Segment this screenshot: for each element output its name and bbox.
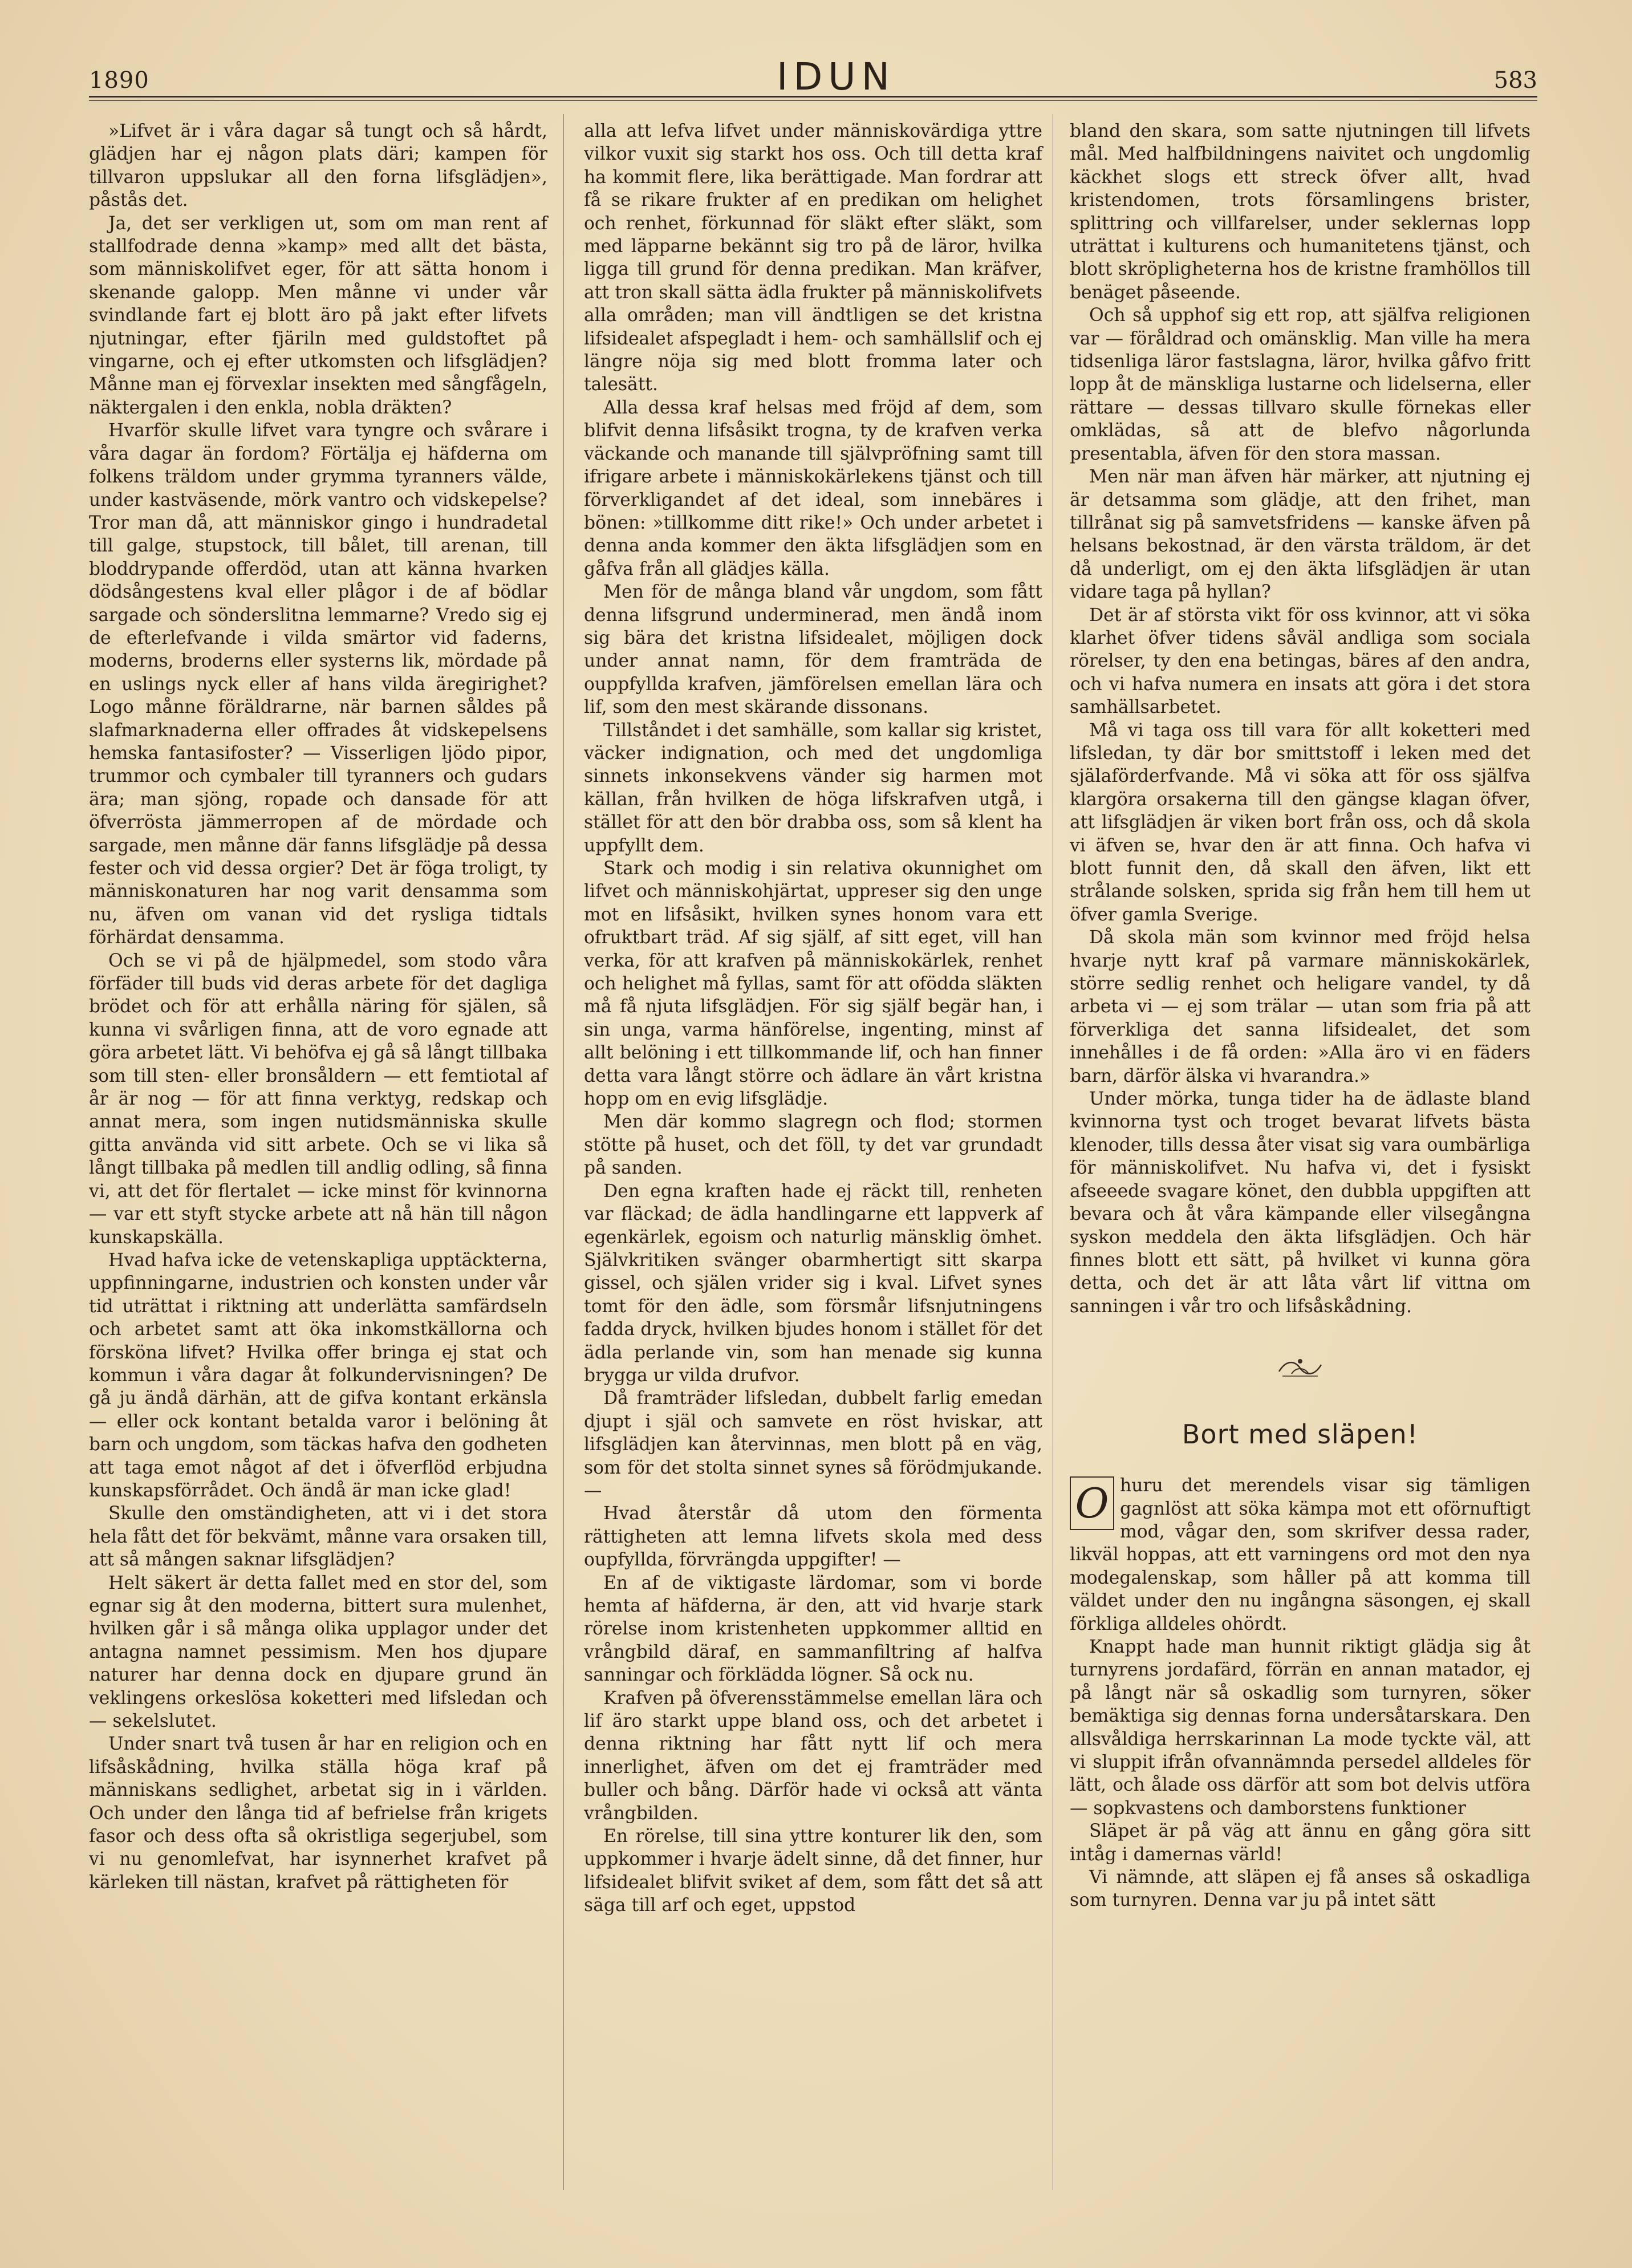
paragraph: Må vi taga oss till vara för allt koketteri med lifsledan, ty där bor smittstoff i leken med det själaförderfvande. Må vi söka att för oss själfva klargöra orsakerna till den gängse klagan öfver, att lifsglädjen är viken bort från oss, och då skola vi äfven se, hvar den är att finna. Och hafva vi blott funnit den, då skall den äfven, likt ett strålande solsken, sprida sig från hem till hem ut öfver gamla Sverige. bbox=[1070, 720, 1530, 925]
header-rule-thin bbox=[89, 100, 1537, 101]
paragraph: Helt säkert är detta fallet med en stor del, som egnar sig åt den moderna, bittert sura mulenhet, hvilken går i så många olika upplagor under det antagna namnet pessimism. Men hos djupare naturer har denna dock en djupare grund än veklingens orkeslösa koketteri med lifsledan och — sekelslutet. bbox=[89, 1572, 547, 1732]
paragraph: Och så upphof sig ett rop, att själfva religionen var — föråldrad och omänsklig. Man ville ha mera tidsenliga läror fastslagna, läror, hvilka gåfvo fritt lopp åt de mänskliga lustarne och lidelserna, eller rättare — dessas tillvaro skulle förnekas eller omklädas, så att de blefvo någorlunda presentabla, äfven för den stora massan. bbox=[1070, 305, 1530, 464]
header-rule bbox=[89, 96, 1537, 98]
section-ornament bbox=[1070, 1354, 1530, 1383]
paragraph: Alla dessa kraf helsas med fröjd af dem, som blifvit denna lifsåsikt trogna, ty de krafven verka väckande och manande till självpröfning samt till ifrigare arbete i människokärlekens tjänst och till förverkligandet af det ideal, som innebäres i bönen: »tillkomme ditt rike!» Och under arbetet i denna anda kommer den äkta lifsglädjen som en gåfva från all glädjes källa. bbox=[584, 397, 1042, 579]
page-header bbox=[89, 55, 1537, 100]
masthead-title: IDUN bbox=[777, 55, 895, 99]
paragraph: Den egna kraften hade ej räckt till, renheten var fläckad; de ädla handlingarne ett lappverk af egenkärlek, egoism och naturlig mänsklig ömhet. Självkritiken svänger obarmhertigt sitt skarpa gissel, och själen vrider sig i kval. Lifvet synes tomt för den ädle, som försmår lifsnjutningens fadda dryck, hvilken bjudes honom i stället för det ädla perlande vin, som han menade sig kunna brygga ur vilda drufvor. bbox=[584, 1180, 1042, 1386]
paragraph: Hvad hafva icke de vetenskapliga upptäckterna, uppfinningarne, industrien och konsten under vår tid uträttat i riktning att underlätta samfärdseln och arbetet samt att öka inkomstkällorna och försköna lifvet? Hvilka offer bringa ej stat och kommun i våra dagar åt folkundervisningen? De gå ju ändå därhän, att de gifva kontant erkänsla — eller ock kontant betalda varor i belöning åt barn och ungdom, som täckas hafva den godheten att taga emot något af det i öfverflöd erbjudna kunskapsförrådet. Och ändå är man icke glad! bbox=[89, 1249, 547, 1501]
paragraph: En af de viktigaste lärdomar, som vi borde hemta af häfderna, är den, att vid hvarje stark rörelse inom kristenheten uppkommer alltid en vrångbild däraf, en sammanfiltring af halfva sanningar och förklädda lögner. Så ock nu. bbox=[584, 1572, 1042, 1686]
article-first-paragraph-text: huru det merendels visar sig tämligen gagnlöst att söka kämpa mot ett oförnuftigt mod, vågar den, som skrifver dessa rader, likväl hoppas, att ett varningens ord mot den nya modegalenskap, som håller på att komma till väldet under den nu ingångna säsongen, ej skall förkliga alldeles ohördt. bbox=[1070, 1475, 1530, 1634]
drop-cap: O bbox=[1070, 1476, 1114, 1530]
paragraph: Då skola män som kvinnor med fröjd helsa hvarje nytt kraf på varmare människokärlek, större sedlig renhet och heligare vandel, ty då arbeta vi — ej som trälar — utan som fria på att förverkliga det sanna lifsidealet, det som innehålles i de få orden: »Alla äro vi en fäders barn, därför älska vi hvarandra.» bbox=[1070, 927, 1530, 1086]
column-3 bbox=[1070, 120, 1530, 1912]
paragraph: Och se vi på de hjälpmedel, som stodo våra förfäder till buds vid deras arbete för det dagliga brödet och för att erhålla näring för själen, så kunna vi svårligen finna, att de voro egnade att göra arbetet lätt. Vi behöfva ej gå så långt tillbaka som till sten- eller bronsåldern — ett femtiotal af år är nog — för att finna verktyg, redskap och annat mera, som ingen nutidsmänniska skulle gitta använda vid sitt arbete. Och se vi lika så långt tillbaka på medlen till andlig odling, så finna vi, att det för flertalet — icke minst för kvinnorna — var ett styft stycke arbete att nå hän till någon kunskapskälla. bbox=[89, 950, 547, 1248]
paragraph: Ja, det ser verkligen ut, som om man rent af stallfodrade denna »kamp» med allt det bästa, som människolifvet eger, för att sätta honom i skenande galopp. Men månne vi under vår svindlande fart ej blott äro på jakt efter lifvets njutningar, efter fjäriln med guldstoftet på vingarne, och ej efter utkomsten och lifsglädjen? Månne man ej förvexlar insekten med sångfågeln, näktergalen i den enkla, nobla dräkten? bbox=[89, 213, 547, 418]
paragraph: Hvarför skulle lifvet vara tyngre och svårare i våra dagar än fordom? Förtälja ej häfderna om folkens träldom under grymma tyranners välde, under kastväsende, mörk vantro och vidskepelse? Tror man då, att människor gingo i hundradetal till galge, stupstock, till bålet, till arenan, till bloddrypande offerdöd, utan att känna hvarken dödsångestens kval eller plågor i de af bödlar sargade och sönderslitna lemmarne? Vredo sig ej de efterlefvande i vilda smärtor vid faderns, moderns, broderns eller systerns lik, mördade på en uslings nyck eller af hans vilda äregirighet? Logo månne föräldrarne, när barnen såldes på slafmarknaderna eller offrades åt vidskepelsens hemska fantasifoster? — Visserligen ljödo pipor, trummor och cymbaler till tyranners och gudars ära; man sjöng, ropade och dansade för att öfverrösta jämmerropen af de mördade och sargade, men månne där fanns lifsglädje på dessa fester och vid dessa orgier? Det är föga troligt, ty människonaturen har nog varit densamma som nu, äfven om vanan vid det rysliga tidtals förhärdat densamma. bbox=[89, 420, 547, 948]
column-divider bbox=[563, 114, 564, 2190]
paragraph: Men där kommo slagregn och flod; stormen stötte på huset, och det föll, ty det var grundadt på sanden. bbox=[584, 1111, 1042, 1179]
paragraph: Skulle den omständigheten, att vi i det stora hela fått det för bekvämt, månne vara orsaken till, att så mången saknar lifsglädjen? bbox=[89, 1503, 547, 1571]
paragraph: Under mörka, tunga tider ha de ädlaste bland kvinnorna tyst och troget bevarat lifvets bästa klenoder, tills dessa åter visat sig vara oumbärliga för människolifvet. Nu hafva vi, det i fysiskt afseeede svagare könet, den dubbla uppgiften att bevara och åt våra kämpande eller vilsegångna syskon meddela den äkta lifsglädjen. Och här finnes blott ett sätt, på hvilket vi kunna göra detta, och det är att låta vårt lif vittna om sanningen i vår tro och lifsåskådning. bbox=[1070, 1089, 1530, 1317]
paragraph: Släpet är på väg att ännu en gång göra sitt intåg i damernas värld! bbox=[1070, 1821, 1530, 1865]
paragraph: En rörelse, till sina yttre konturer lik den, som uppkommer i hvarje ädelt sinne, då det finner, hur lifsidealet blifvit sviket af dem, som fått det så att säga till arf och eget, uppstod bbox=[584, 1826, 1042, 1916]
paragraph: Stark och modig i sin relativa okunnighet om lifvet och människohjärtat, uppreser sig den unge mot en lifsåsikt, hvilken synes honom vara ett ofruktbart träd. Af sig själf, af sitt eget, vill han verka, för att krafven på människokärlek, renhet och helighet må fyllas, samt för att ofödda släkten må få njuta lifsglädjen. För sig själf begär han, i sin unga, varma hänförelse, ingenting, minst af allt belöning i ett tillkommande lif, och han finner detta vara långt större och ädlare än vårt kristna hopp om en evig lifsglädje. bbox=[584, 858, 1042, 1110]
paragraph: bland den skara, som satte njutningen till lifvets mål. Med halfbildningens naivitet och ungdomlig käckhet slogs ett streck öfver allt, hvad kristendomen, trots församlingens brister, splittring och villfarelser, under seklernas lopp uträttat i kulturens och humanitetens tjänst, och blott skröpligheterna hos de kristne framhöllos till benäget påseende. bbox=[1070, 121, 1530, 303]
paragraph: Hvad återstår då utom den förmenta rättigheten att lemna lifvets skola med dess oupfyllda, förvrängda uppgifter! — bbox=[584, 1503, 1042, 1571]
paragraph: Då framträder lifsledan, dubbelt farlig emedan djupt i själ och samvete en röst hviskar, att lifsglädjen kan återvinnas, men blott på en väg, som för det stolta sinnet synes så förödmjukande. — bbox=[584, 1388, 1042, 1501]
paragraph: Vi nämnde, att släpen ej få anses så oskadliga som turnyren. Denna var ju på intet sätt bbox=[1070, 1867, 1530, 1911]
paragraph: Under snart två tusen år har en religion och en lifsåskådning, hvilka ställa höga kraf på människans sedlighet, arbetat sig in i världen. Och under den långa tid af befrielse från krigets fasor och dess ofta så okristliga segerjubel, som vi nu genomlefvat, har isynnerhet krafvet på kärleken till nästan, krafvet på rättigheten för bbox=[89, 1734, 547, 1893]
paragraph: Men för de många bland vår ungdom, som fått denna lifsgrund underminerad, men ändå inom sig bära det kristna lifsidealet, möjligen dock under annat namn, för dem framträda de ouppfyllda krafven, jämförelsen emellan lära och lif, som den mest skärande dissonans. bbox=[584, 582, 1042, 718]
paragraph: Knappt hade man hunnit riktigt glädja sig åt turnyrens jordafärd, förrän en annan matador, ej på långt när så oskadlig som turnyren, söker bemäktiga sig dennas forna undersåtarskara. Den allsvåldiga herrskarinnan La mode tyckte väl, att vi sluppit ifrån ofvannämnda persedel alldeles för lätt, och ålade oss därför att som bot delvis utföra — sopkvastens och damborstens funktioner bbox=[1070, 1636, 1530, 1819]
page-number: 583 bbox=[1493, 67, 1537, 94]
article-title: Bort med släpen! bbox=[1182, 1419, 1419, 1450]
paragraph: »Lifvet är i våra dagar så tungt och så hårdt, glädjen har ej någon plats däri; kampen för tillvaron uppslukar all den forna lifsglädjen», påstås det. bbox=[89, 121, 547, 211]
paragraph: Tillståndet i det samhälle, som kallar sig kristet, väcker indignation, och med det ungdomliga sinnets inkonsekvens vänder sig harmen mot källan, från hvilken de höga lifskrafven utgå, i stället för att den bör drabba oss, som så klent ha uppfyllt dem. bbox=[584, 720, 1042, 856]
header-year: 1890 bbox=[89, 67, 149, 94]
article-first-paragraph bbox=[1070, 1474, 1530, 1636]
flourish-icon bbox=[1274, 1354, 1326, 1381]
paragraph: alla att lefva lifvet under människovärdiga yttre vilkor vuxit sig starkt hos oss. Och till detta kraf ha kommit flere, lika berättigade. Man fordrar att få se rikare frukter af en predikan om helighet och renhet, förkunnad för släkt efter släkt, som med läpparne bekännt sig tro på de läror, hvilka ligga till grund för denna predikan. Man kräfver, att tron skall sätta ädla frukter på människolifvets alla områden; man vill ändtligen se det kristna lifsidealet afspegladt i hem- och samhällslif och ej längre nöja sig med blott fromma later och talesätt. bbox=[584, 121, 1042, 395]
paragraph: Det är af största vikt för oss kvinnor, att vi söka klarhet öfver tidens såväl andliga som sociala rörelser, ty den ena betingas, bäres af den andra, och vi hafva numera en insats att göra i det stora samhällsarbetet. bbox=[1070, 604, 1530, 718]
paragraph: Men när man äfven här märker, att njutning ej är detsamma som glädje, att den frihet, man tillrånat sig på samvetsfridens — kanske äfven på helsans bekostnad, är den värsta träldom, är det då underligt, om ej den äkta lifsglädjen är utan vidare taga på hyllan? bbox=[1070, 466, 1530, 603]
column-1 bbox=[89, 120, 547, 1894]
column-2 bbox=[584, 120, 1042, 1917]
paragraph: Krafven på öfverensstämmelse emellan lära och lif äro starkt uppe bland oss, och det arbetet i denna riktning har fått nytt lif och mera innerlighet, äfven om det ej framträder med buller och bång. Därför hade vi också att vänta vrångbilden. bbox=[584, 1687, 1042, 1824]
